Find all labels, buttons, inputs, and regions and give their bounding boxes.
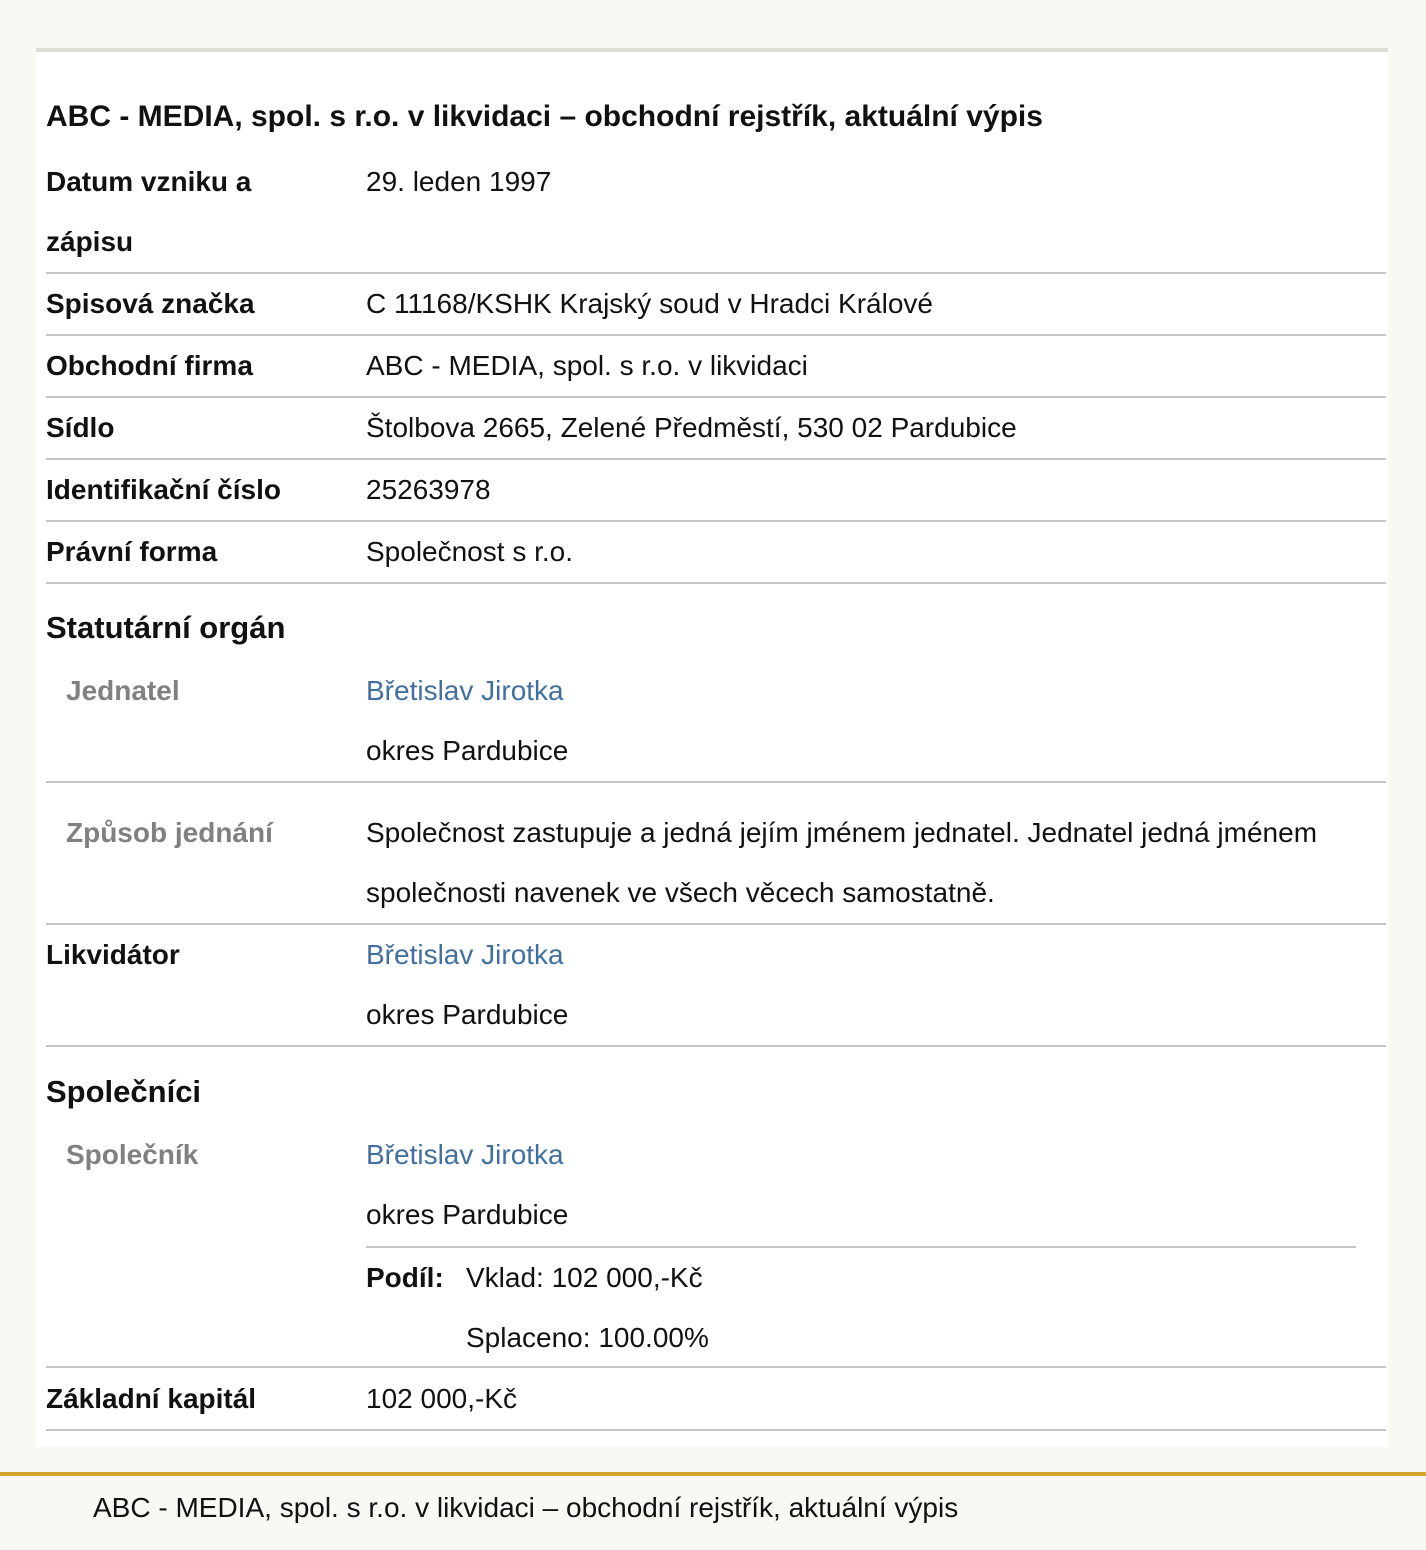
person-link[interactable]: Břetislav Jirotka xyxy=(366,1139,564,1170)
row-label: Základní kapitál xyxy=(46,1383,257,1414)
row-value: C 11168/KSHK Krajský soud v Hradci Králové xyxy=(366,288,933,319)
row-likvidator xyxy=(46,925,1386,1047)
row-spisova-znacka xyxy=(46,274,1386,336)
row-value xyxy=(366,661,564,721)
row-label: Jednatel xyxy=(66,675,180,706)
district-text: okres Pardubice xyxy=(366,735,569,766)
row-label: Sídlo xyxy=(46,412,115,443)
row-value xyxy=(366,925,564,985)
section-heading-statutarni-organ: Statutární orgán xyxy=(46,610,286,645)
person-link[interactable]: Břetislav Jirotka xyxy=(366,939,564,970)
row-value: ABC - MEDIA, spol. s r.o. v likvidaci xyxy=(366,350,808,381)
podil-vklad: Vklad: 102 000,-Kč xyxy=(466,1262,703,1293)
row-value: 102 000,-Kč xyxy=(366,1383,517,1414)
podil-label: Podíl: xyxy=(366,1262,444,1293)
row-value: 29. leden 1997 xyxy=(366,166,552,197)
row-value: Společnost zastupuje a jedná jejím jménem jednatel. Jednatel jedná jménem společnosti navenek ve všech věcech samostatně. xyxy=(366,817,1318,908)
row-pravni-forma xyxy=(46,522,1386,584)
row-zakladni-kapital xyxy=(46,1369,1386,1431)
row-zpusob-jednani xyxy=(46,803,1386,925)
row-label: Likvidátor xyxy=(46,939,180,970)
row-label: Způsob jednání xyxy=(66,817,273,848)
district-text: okres Pardubice xyxy=(366,999,569,1030)
row-label: Obchodní firma xyxy=(46,350,253,381)
row-jednatel xyxy=(46,661,1386,783)
row-sidlo xyxy=(46,398,1386,460)
row-obchodni-firma xyxy=(46,336,1386,398)
podil-splaceno: Splaceno: 100.00% xyxy=(466,1322,709,1353)
district-text: okres Pardubice xyxy=(366,1199,569,1230)
row-label: Právní forma xyxy=(46,536,218,567)
row-label: Identifikační číslo xyxy=(46,474,281,505)
row-datum-vzniku xyxy=(46,152,1386,274)
row-label: Společník xyxy=(66,1139,199,1170)
row-value: 25263978 xyxy=(366,474,491,505)
footer-text: ABC - MEDIA, spol. s r.o. v likvidaci – obchodní rejstřík, aktuální výpis xyxy=(93,1492,959,1523)
row-label: Spisová značka xyxy=(46,288,255,319)
person-link[interactable]: Břetislav Jirotka xyxy=(366,675,564,706)
row-value: Společnost s r.o. xyxy=(366,536,574,567)
row-label: Datum vzniku a zápisu xyxy=(46,166,252,257)
page-title: ABC - MEDIA, spol. s r.o. v likvidaci – obchodní rejstřík, aktuální výpis xyxy=(46,100,1043,133)
row-value: Štolbova 2665, Zelené Předměstí, 530 02 Pardubice xyxy=(366,412,1017,443)
row-value xyxy=(366,1125,564,1185)
section-heading-spolecnici: Společníci xyxy=(46,1074,202,1109)
row-identifikacni-cislo xyxy=(46,460,1386,522)
